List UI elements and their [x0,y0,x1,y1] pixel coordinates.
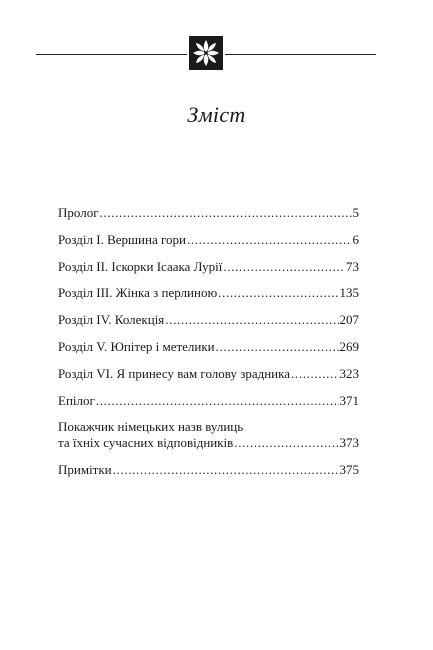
dot-leader [223,259,345,275]
toc-entry-page: 5 [352,205,359,220]
toc-entry[interactable] [58,232,359,248]
toc-entry-page: 73 [346,258,359,274]
dot-leader [96,393,339,409]
toc-entry-label-line1: Покажчик німецьких назв вулиць [58,419,244,435]
dot-leader [291,366,338,382]
dot-leader [100,205,352,221]
toc-entry-label: Примітки [58,462,112,478]
ornament-icon [189,36,223,70]
toc-entry[interactable] [58,312,359,328]
toc-entry-page: 6 [352,231,359,247]
dot-leader [218,285,338,301]
toc-entry-label: Розділ IV. Колекція [58,312,165,328]
toc-entry[interactable] [58,419,359,451]
toc-entry[interactable] [58,205,359,221]
toc-entry-label-line2: та їхніх сучасних відповідників [58,435,234,451]
toc-entry-label: Розділ I. Вершина гори [58,231,186,247]
dot-leader [113,462,339,478]
table-of-contents [58,205,359,489]
toc-entry[interactable] [58,462,359,478]
toc-entry-page: 269 [339,338,359,354]
toc-entry[interactable] [58,366,359,382]
toc-entry-page: 135 [339,285,359,301]
header-rule-right [225,54,376,55]
toc-entry[interactable] [58,393,359,409]
toc-entry-label: Розділ III. Жінка з перлиною [58,285,218,301]
toc-entry-label: Розділ II. Іскорки Ісаака Лурії [58,258,223,274]
toc-entry-page: 373 [339,435,359,451]
toc-entry-label: Розділ V. Юпітер і метелики [58,338,215,354]
dot-leader [165,312,338,328]
toc-entry-page: 207 [339,312,359,328]
dot-leader [187,232,352,248]
toc-entry-label: Пролог [58,205,99,220]
toc-entry-page: 323 [339,365,359,381]
dot-leader [234,435,338,451]
toc-entry-label: Розділ VI. Я принесу вам голову зрадника [58,365,291,381]
page-title: Зміст [187,102,246,127]
toc-entry-page: 371 [339,392,359,408]
toc-entry[interactable] [58,285,359,301]
toc-entry-page: 375 [339,462,359,478]
toc-entry-label: Епілог [58,392,95,408]
header-rule-left [36,54,187,55]
toc-entry[interactable] [58,259,359,275]
toc-entry[interactable] [58,339,359,355]
dot-leader [216,339,339,355]
